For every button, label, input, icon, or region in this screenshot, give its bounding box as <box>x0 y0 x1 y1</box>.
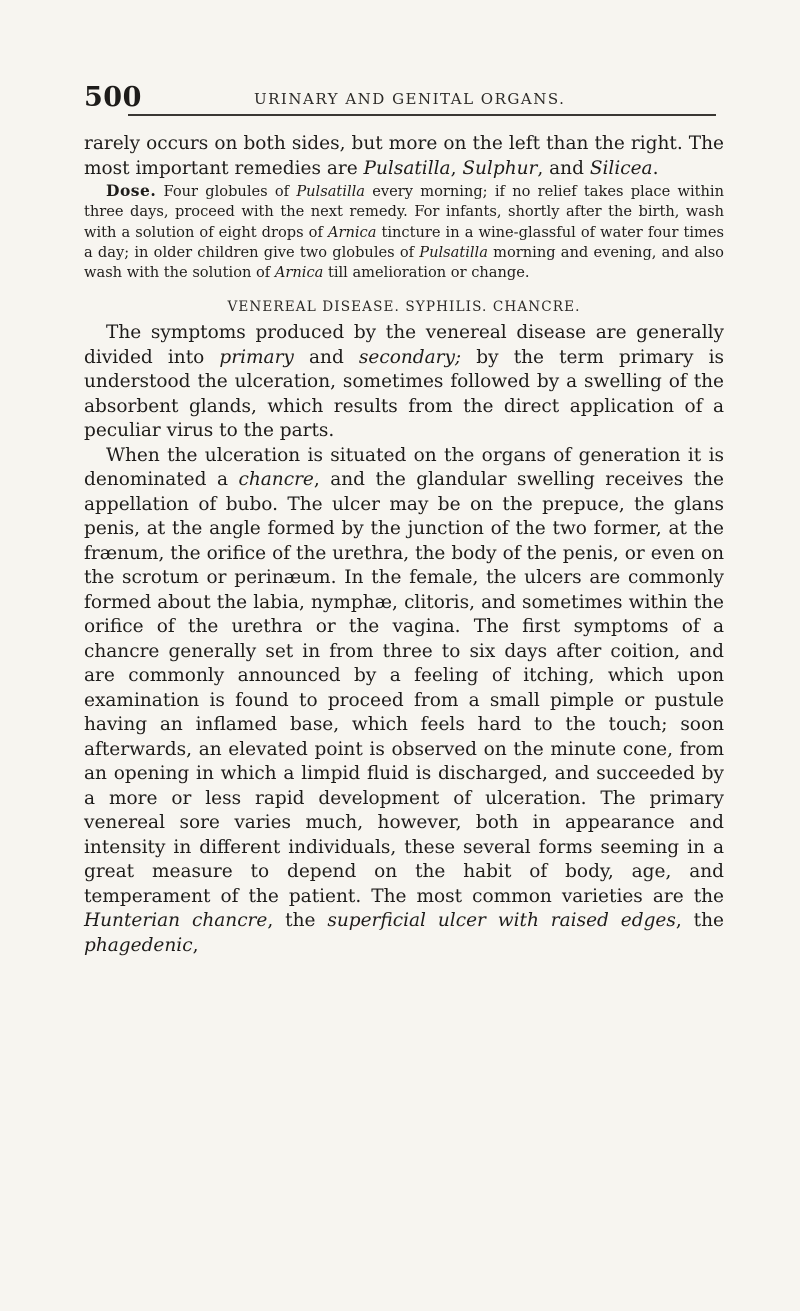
header-rule <box>128 114 716 116</box>
remedy-pulsatilla: Pulsatilla <box>363 157 451 179</box>
page-header <box>84 82 724 112</box>
section-heading: VENEREAL DISEASE. SYPHILIS. CHANCRE. <box>227 299 581 316</box>
running-head: URINARY AND GENITAL ORGANS. <box>254 90 566 108</box>
intro-paragraph: rarely occurs on both sides, but more on the left than the right. The most important remedies are Pulsatilla, Sulphur, and Silicea. <box>84 133 724 179</box>
dose-label: Dose. <box>106 181 157 200</box>
remedy-sulphur: Sulphur <box>462 157 538 179</box>
remedy-silicea: Silicea <box>589 157 653 179</box>
chancre-paragraph: When the ulceration is situated on the organs of generation it is denominated a chancre, and the glandular swelling receives the appellation of bubo. The ulcer may be on the prepuce, the glans penis, at the angle formed by the junction of the two former, at the frænum, the orifice of the urethra, the body of the penis, or even on the scrotum or perinæum. In the female, the ulcers are commonly formed about the labia, nymphæ, clitoris, and sometimes within the orifice of the urethra or the vagina. The first symptoms of a chancre generally set in from three to six days after coition, and are commonly announced by a feeling of itching, which upon examination is found to proceed from a small pimple or pustule having an inflamed base, which feels hard to the touch; soon afterwards, an elevated point is observed on the minute cone, from an opening in which a limpid fluid is discharged, and succeeded by a more or less rapid development of ulceration. The primary venereal sore varies much, however, both in appearance and intensity in different individuals, these several forms seeming in a great measure to depend on the habit of body, age, and temperament of the patient. The most common varieties are the Hunterian chancre, the superficial ulcer with raised edges, the phagedenic, <box>84 444 724 956</box>
page-number: 500 <box>84 82 142 113</box>
body-text <box>84 132 724 958</box>
symptoms-paragraph: The symptoms produced by the venereal disease are generally divided into primary and secondary; by the term primary is understood the ulceration, sometimes followed by a swelling of the absorbent glands, which results from the direct application of a peculiar virus to the parts. <box>84 322 724 442</box>
dose-paragraph: Dose. Four globules of Pulsatilla every morning; if no relief takes place within three days, proceed with the next remedy. For infants, shortly after the birth, wash with a solution of eight drops of Arnica tincture in a wine-glassful of water four times a day; in older children give two globules of Pulsatilla morning and evening, and also wash with the solution of Arnica till amelioration or change. <box>84 181 724 282</box>
